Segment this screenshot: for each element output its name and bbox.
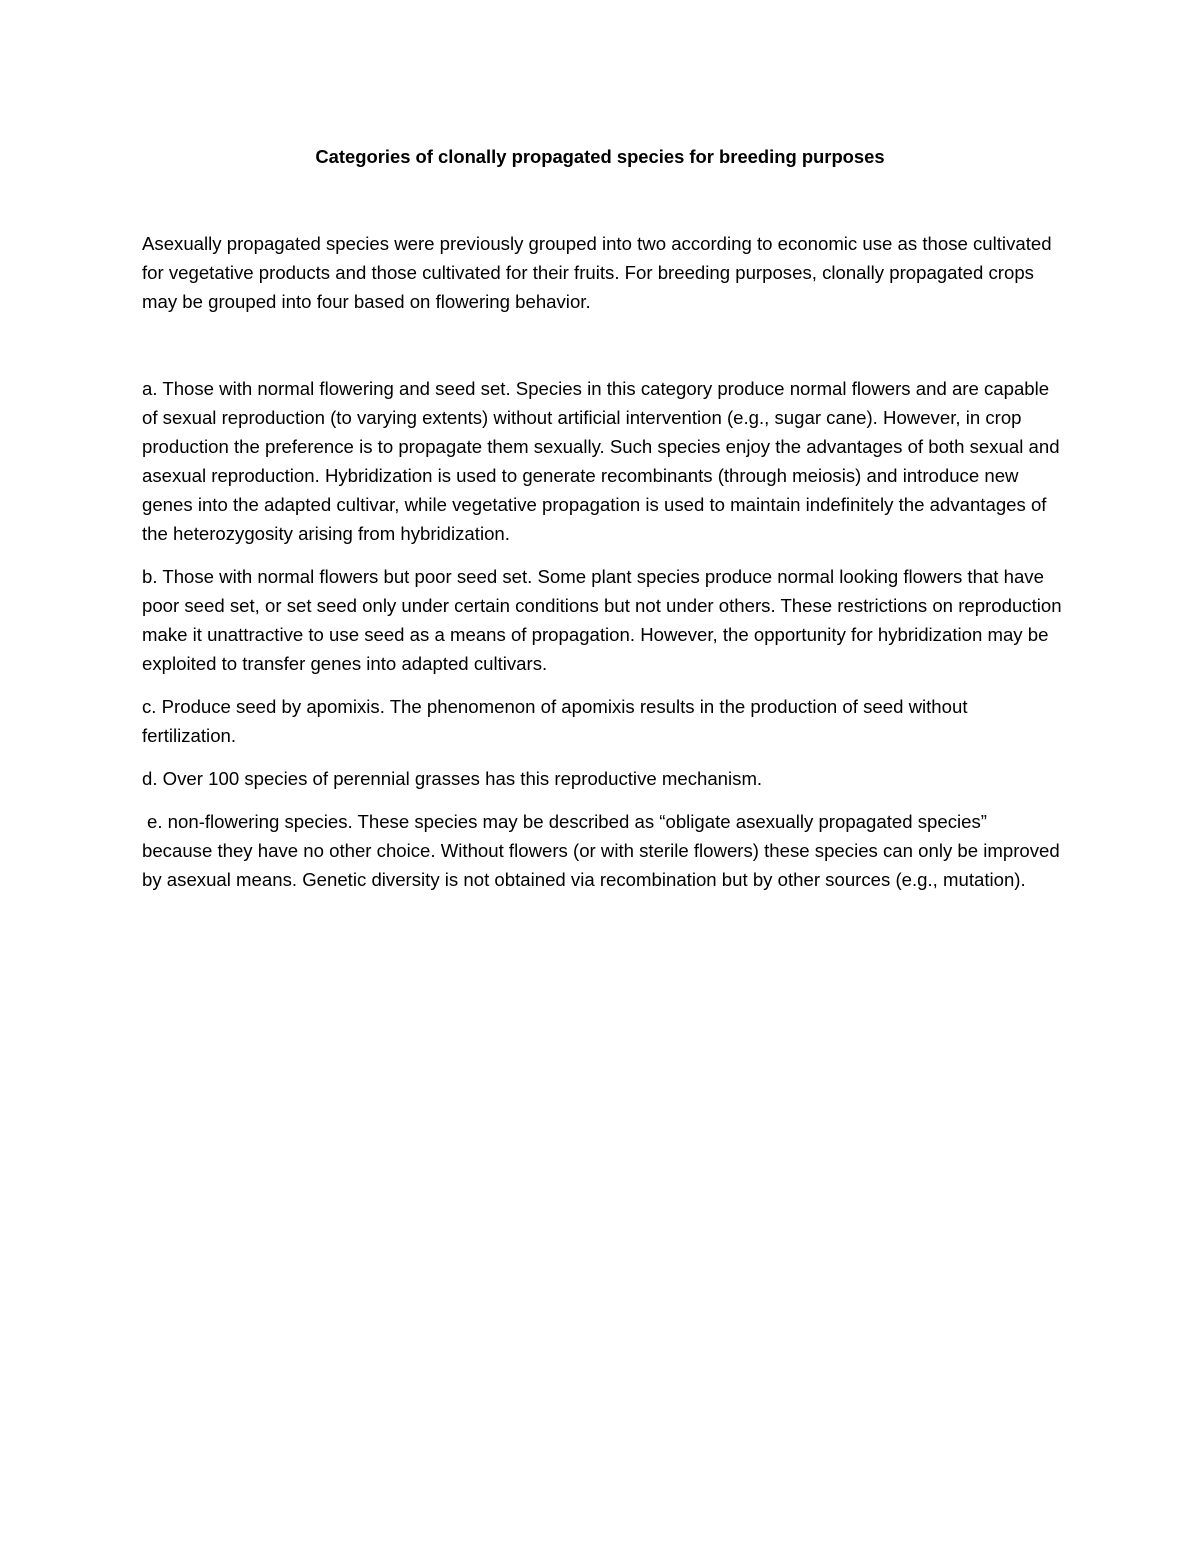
- document-title: Categories of clonally propagated species for breeding purposes: [315, 146, 885, 167]
- category-e-paragraph: e. non-flowering species. These species may be described as “obligate asexually propagated species” because they have no other choice. Without flowers (or with sterile flowers) these species can only be improved by asexual means. Genetic diversity is not obtained via recombination but by other sources (e.g., mutation).: [142, 811, 1060, 890]
- category-c-paragraph: c. Produce seed by apomixis. The phenomenon of apomixis results in the production of seed without fertilization.: [142, 696, 968, 746]
- document-body: [142, 229, 1062, 908]
- intro-paragraph: Asexually propagated species were previously grouped into two according to economic use as those cultivated for vegetative products and those cultivated for their fruits. For breeding purposes, clonally propagated crops may be grouped into four based on flowering behavior.: [142, 233, 1052, 312]
- category-a-paragraph: a. Those with normal flowering and seed set. Species in this category produce normal flowers and are capable of sexual reproduction (to varying extents) without artificial intervention (e.g., sugar cane). However, in crop production the preference is to propagate them sexually. Such species enjoy the advantages of both sexual and asexual reproduction. Hybridization is used to generate recombinants (through meiosis) and introduce new genes into the adapted cultivar, while vegetative propagation is used to maintain indefinitely the advantages of the heterozygosity arising from hybridization.: [142, 378, 1060, 544]
- category-d-paragraph: d. Over 100 species of perennial grasses has this reproductive mechanism.: [142, 768, 763, 789]
- category-b-paragraph: b. Those with normal flowers but poor seed set. Some plant species produce normal looking flowers that have poor seed set, or set seed only under certain conditions but not under others. These restrictions on reproduction make it unattractive to use seed as a means of propagation. However, the opportunity for hybridization may be exploited to transfer genes into adapted cultivars.: [142, 566, 1062, 674]
